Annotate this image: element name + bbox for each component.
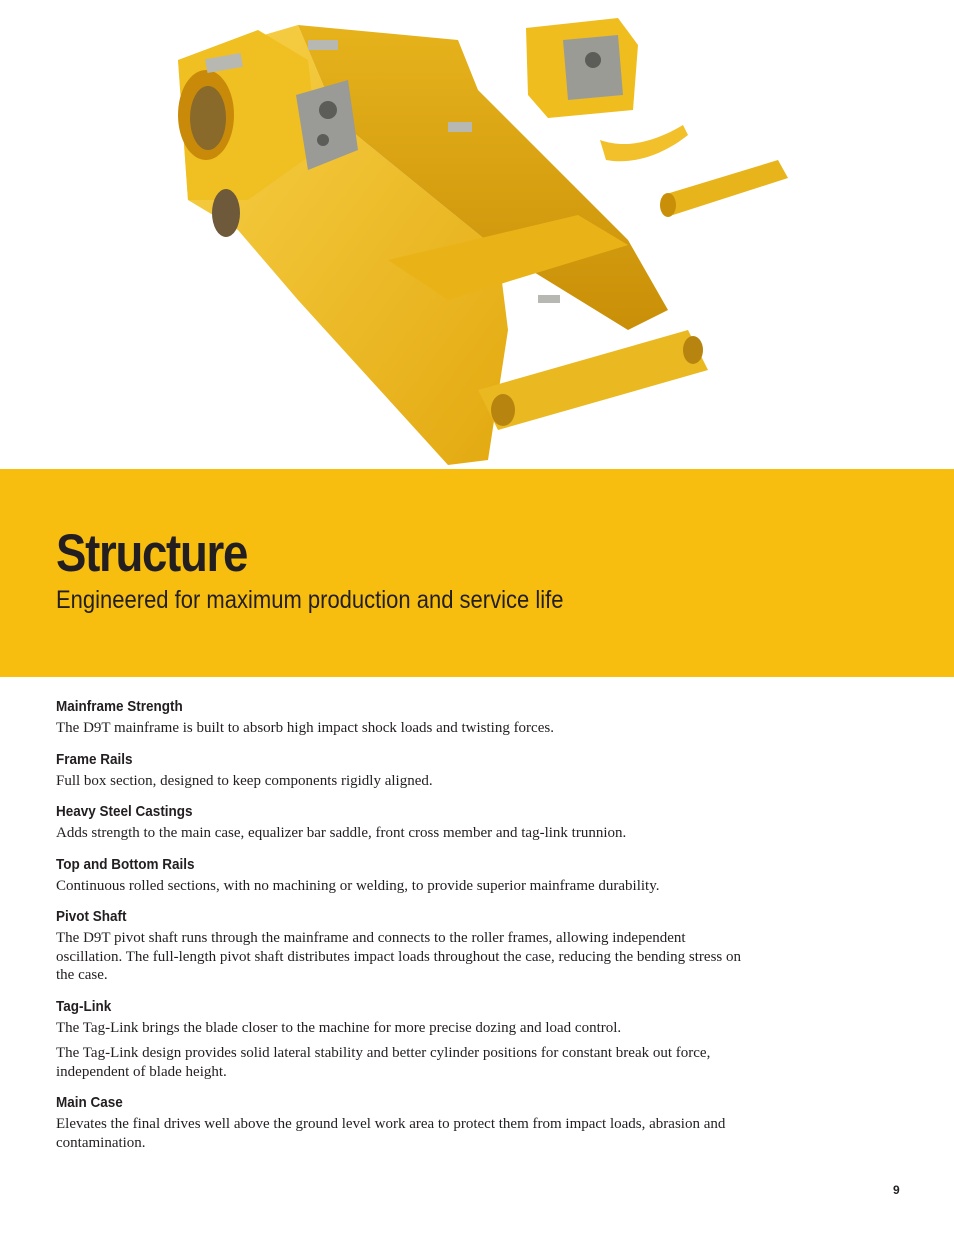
section-heading: Top and Bottom Rails [56,855,195,873]
section-top-and-bottom-rails [56,856,746,896]
section-heading: Main Case [56,1094,123,1111]
section-text: The Tag-Link design provides solid lateral stability and better cylinder positions for constant break out force, independent of blade height. [56,1045,711,1080]
section-heading: Pivot Shaft [56,908,127,925]
section-heading: Tag-Link [56,997,112,1015]
page-title: Structure [56,524,248,583]
section-pivot-shaft [56,908,746,985]
mainframe-illustration-icon [148,0,826,468]
section-text: Elevates the final drives well above the ground level work area to protect them from impact loads, abrasion and contamination. [56,1116,726,1151]
page-subtitle: Engineered for maximum production and service life [56,586,564,614]
section-heading: Frame Rails [56,750,133,768]
section-heading: Mainframe Strength [56,698,183,715]
section-tag-link [56,998,746,1082]
section-mainframe-strength [56,698,746,738]
section-text: Continuous rolled sections, with no machining or welding, to provide superior mainframe durability. [56,877,660,894]
section-heavy-steel-castings [56,803,746,843]
mainframe-illustration [148,0,826,468]
section-text: The D9T pivot shaft runs through the mainframe and connects to the roller frames, allowing independent oscillation. The full-length pivot shaft distributes impact loads throughout the case, reducing the bending stress on the case. [56,930,742,983]
section-main-case [56,1094,746,1152]
section-text: The D9T mainframe is built to absorb high impact shock loads and twisting forces. [56,720,554,736]
section-heading: Heavy Steel Castings [56,803,193,820]
page-number: 9 [893,1183,900,1197]
section-text: Adds strength to the main case, equalizer bar saddle, front cross member and tag-link trunnion. [56,825,627,841]
section-text: The Tag-Link brings the blade closer to the machine for more precise dozing and load control. [56,1019,622,1036]
section-text: Full box section, designed to keep components rigidly aligned. [56,772,433,789]
section-frame-rails [56,751,746,791]
feature-list [56,698,746,1165]
